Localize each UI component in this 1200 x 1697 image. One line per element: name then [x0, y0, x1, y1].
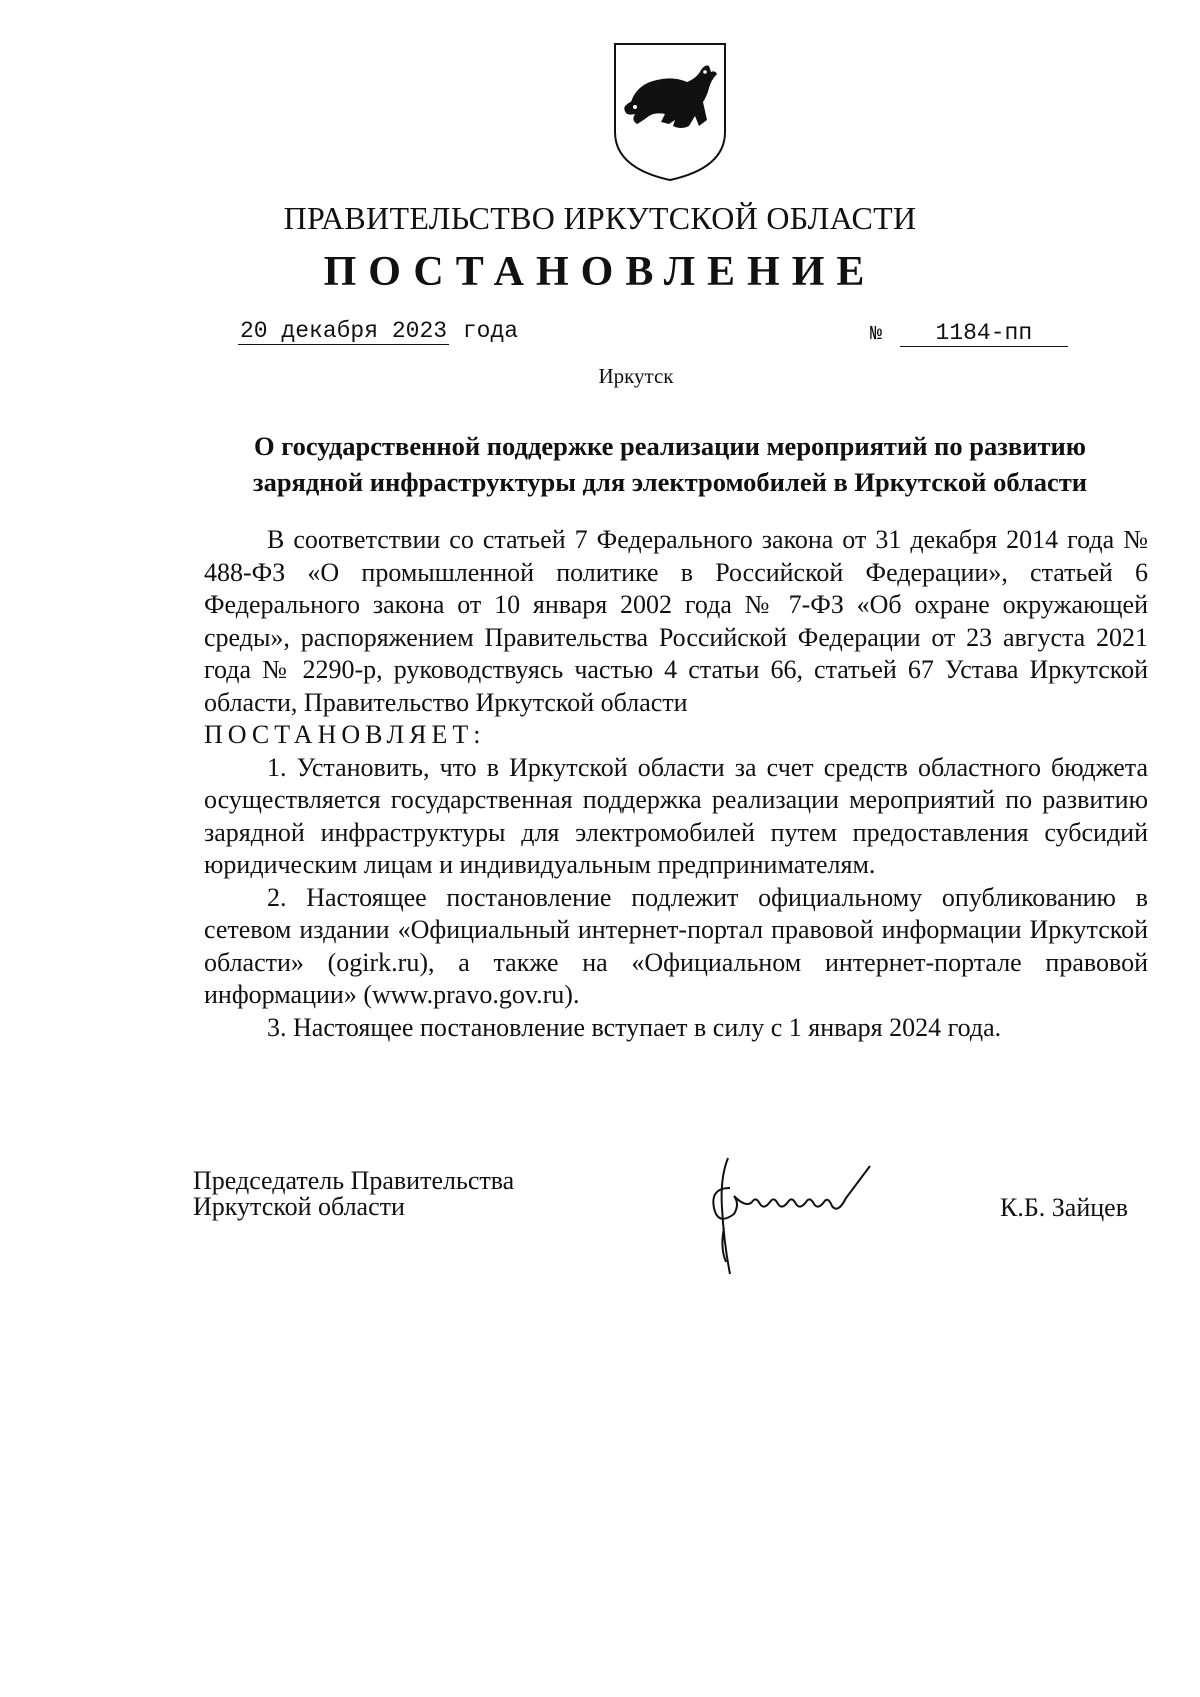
date-month-year: декабря 2023 — [281, 318, 448, 344]
document-date — [238, 318, 518, 344]
date-suffix: года — [462, 318, 519, 344]
item-3: 3. Настоящее постановление вступает в силу с 1 января 2024 года. — [267, 1012, 1002, 1042]
number-value: 1184-пп — [900, 320, 1068, 347]
signer-title — [193, 1168, 514, 1220]
number-sign: № — [870, 323, 883, 346]
government-title: ПРАВИТЕЛЬСТВО ИРКУТСКОЙ ОБЛАСТИ — [283, 200, 917, 236]
irkutsk-coat-of-arms-icon — [611, 40, 729, 184]
date-day: 20 — [240, 318, 268, 344]
document-number — [870, 320, 1068, 347]
item-2: 2. Настоящее постановление подлежит официальному опубликованию в сетевом издании «Официальный интернет-портал правовой информации Иркутской области» (ogirk.ru), а также на «Официальном интернет-портале правовой информации» (www.pravo.gov.ru). — [204, 882, 1148, 1009]
resolves-word: ПОСТАНОВЛЯЕТ: — [204, 720, 486, 749]
document-heading: О государственной поддержке реализации мероприятий по развитию зарядной инфраструктуры для электромобилей в Иркутской области — [252, 431, 1088, 497]
document-type: ПОСТАНОВЛЕНИЕ — [323, 249, 877, 295]
date-value — [238, 318, 449, 345]
signer-name: К.Б. Зайцев — [1000, 1193, 1128, 1222]
item-1: 1. Установить, что в Иркутской области за счет средств областного бюджета осуществляется государственная поддержка реализации мероприятий по развитию зарядной инфраструктуры для электромобилей путем предоставления субсидий юридическим лицам и индивидуальным предпринимателям. — [204, 752, 1148, 879]
signer-title-line-2: Иркутской области — [193, 1192, 405, 1221]
signer-title-line-1: Председатель Правительства — [193, 1166, 515, 1195]
document-body — [204, 524, 1148, 1044]
city: Иркутск — [598, 364, 674, 388]
handwritten-signature — [700, 1148, 950, 1288]
preamble: В соответствии со статьей 7 Федерального закона от 31 декабря 2014 года № 488-ФЗ «О промышленной политике в Российской Федерации», статьей 6 Федерального закона от 10 января 2002 года № 7-ФЗ «Об охране окружающей среды», распоряжением Правительства Российской Федерации от 23 августа 2021 года № 2290-р, руководствуясь частью 4 статьи 66, статьей 67 Устава Иркутской области, Правительство Иркутской области — [204, 525, 1148, 717]
